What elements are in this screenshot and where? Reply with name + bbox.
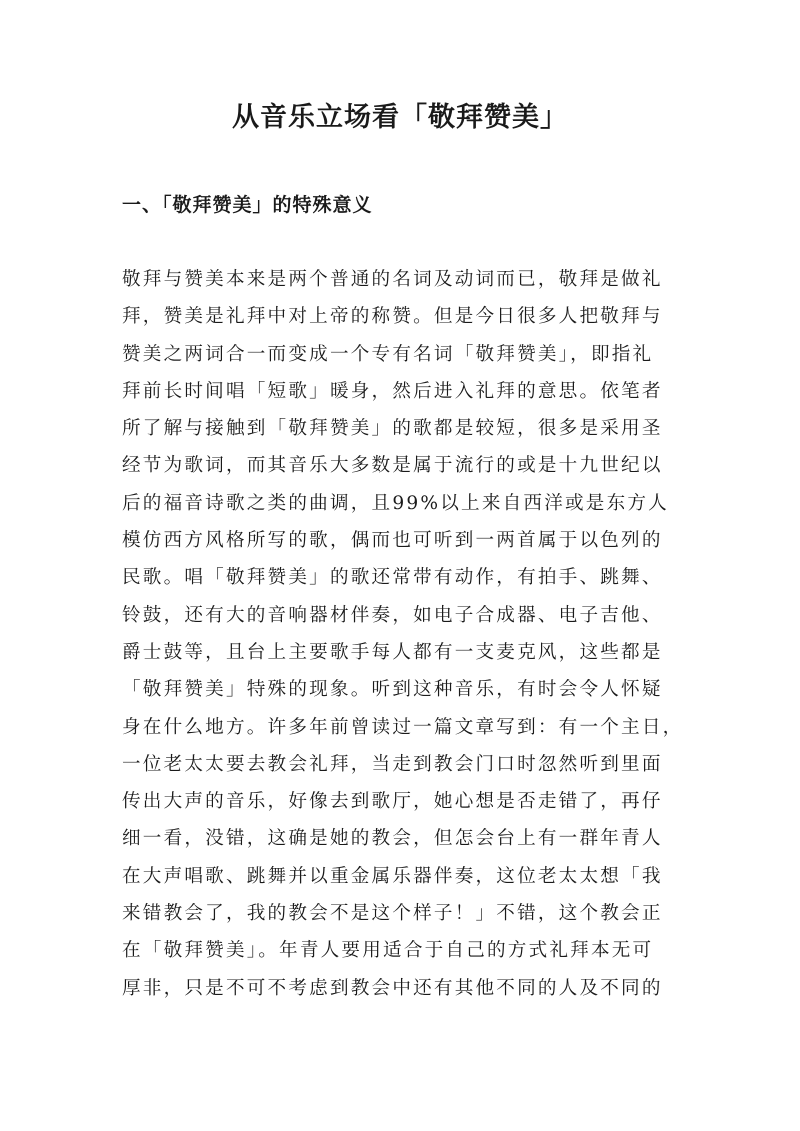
body-line: 厚非，只是不可不考虑到教会中还有其他不同的人及不同的 [122, 977, 663, 999]
body-paragraph [122, 261, 692, 1007]
body-line: 身在什么地方。许多年前曾读过一篇文章写到：有一个主日， [122, 716, 684, 738]
body-line: 模仿西方风格所写的歌，偶而也可听到一两首属于以色列的 [122, 530, 663, 552]
document-title: 从音乐立场看「敬拜赞美」 [232, 102, 568, 133]
body-line: 后的福音诗歌之类的曲调，且99%以上来自西洋或是东方人 [122, 492, 669, 514]
body-line: 细一看，没错，这确是她的教会，但怎会台上有一群年青人 [122, 828, 663, 850]
body-line: 所了解与接触到「敬拜赞美」的歌都是较短，很多是采用圣 [122, 418, 663, 440]
body-line: 传出大声的音乐，好像去到歌厅，她心想是否走错了，再仔 [122, 791, 663, 813]
body-line: 赞美之两词合一而变成一个专有名词「敬拜赞美」，即指礼 [122, 343, 654, 365]
body-line: 铃鼓，还有大的音响器材伴奏，如电子合成器、电子吉他、 [122, 604, 663, 626]
body-line: 一位老太太要去教会礼拜，当走到教会门口时忽然听到里面 [122, 753, 663, 775]
body-line: 来错教会了，我的教会不是这个样子！」不错，这个教会正 [122, 903, 663, 925]
body-line: 经节为歌词，而其音乐大多数是属于流行的或是十九世纪以 [122, 455, 663, 477]
body-line: 在大声唱歌、跳舞并以重金属乐器伴奏，这位老太太想「我 [122, 865, 663, 887]
section-heading: 一、「敬拜赞美」的特殊意义 [122, 194, 373, 216]
body-line: 爵士鼓等，且台上主要歌手每人都有一支麦克风，这些都是 [122, 641, 663, 663]
body-line: 拜，赞美是礼拜中对上帝的称赞。但是今日很多人把敬拜与 [122, 306, 663, 328]
body-line: 敬拜与赞美本来是两个普通的名词及动词而已，敬拜是做礼 [122, 269, 663, 290]
body-line: 民歌。唱「敬拜赞美」的歌还常带有动作，有拍手、跳舞、 [122, 567, 663, 589]
body-line: 「敬拜赞美」特殊的现象。听到这种音乐，有时会令人怀疑 [122, 679, 663, 701]
body-line: 在「敬拜赞美」。年青人要用适合于自己的方式礼拜本无可 [122, 940, 654, 962]
body-line: 拜前长时间唱「短歌」暖身，然后进入礼拜的意思。依笔者 [122, 380, 663, 402]
